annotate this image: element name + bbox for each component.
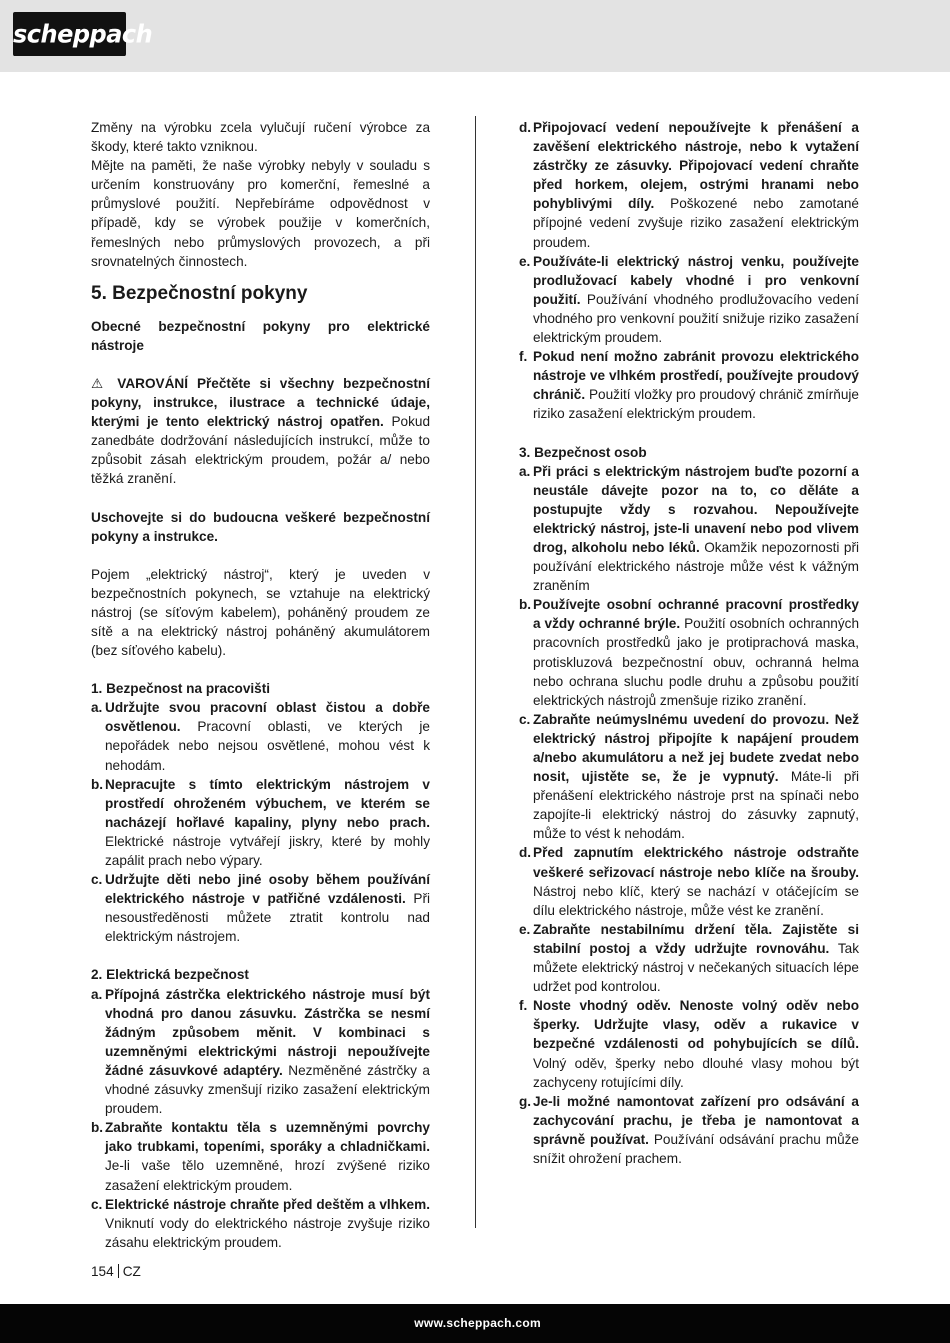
section-title: 5. Bezpečnostní pokyny bbox=[91, 282, 308, 304]
list-item-letter: a. bbox=[91, 700, 103, 716]
list-item-text bbox=[533, 252, 859, 347]
list-item bbox=[519, 843, 859, 919]
list-item-letter: d. bbox=[519, 120, 532, 135]
list-item-text bbox=[533, 996, 859, 1091]
list-item-text bbox=[533, 920, 859, 996]
warning-icon: ⚠ bbox=[91, 375, 109, 391]
subsection-title: 1. Bezpečnost na pracovišti bbox=[91, 681, 271, 697]
list-item bbox=[519, 252, 859, 347]
page-number-value: 154 bbox=[91, 1264, 114, 1279]
list-item-text bbox=[533, 1092, 859, 1168]
subsection-title: 2. Elektrická bezpečnost bbox=[91, 967, 249, 983]
list-item-text bbox=[105, 985, 430, 1119]
list-item-rest: Je-li vaše tělo uzemněné, hrozí zvýšené riziko zasažení elektrickým proudem. bbox=[105, 1158, 430, 1193]
list-item-rest: Používání odsávání prachu může snížit ohrožení prachem. bbox=[533, 1131, 859, 1166]
list-item bbox=[519, 595, 859, 710]
intro-paragraph: Mějte na paměti, že naše výrobky nebyly v souladu s určením konstruovány pro komerční, řemeslné a průmyslové použití. Nepřebíráme odpovědnost v případě, kdy se výrobek použije v komerčních, řemeslných nebo průmyslových provozech, a při srovnatelných činnostech. bbox=[91, 158, 430, 269]
list-item-text bbox=[533, 118, 859, 252]
list-item-letter: g. bbox=[519, 1093, 532, 1109]
list-item-rest: Volný oděv, šperky nebo dlouhé vlasy mohou být zachyceny rotujícími díly. bbox=[533, 1055, 859, 1090]
list-item-bold: Při práci s elektrickým nástrojem buďte pozorní a neustále dávejte pozor na to, co děláte a postupujte vždy s rozvahou. Nepoužívejte elektrický nástroj, jste-li unavení nebo pod vlivem drog, alkoholu nebo léků. bbox=[533, 463, 859, 555]
list-item-bold: Zabraňte kontaktu těla s uzemněnými povrchy jako trubkami, topeními, sporáky a chladničkami. bbox=[105, 1120, 430, 1155]
list-item-text bbox=[105, 1195, 430, 1252]
list-item-rest: Nástroj nebo klíč, který se nachází v otáčejícím se dílu elektrického nástroje, může vést ke zranění. bbox=[533, 883, 859, 918]
list-item-rest: Pracovní oblasti, ve kterých je nepořádek nebo nejsou osvětlené, mohou vést k nehodám. bbox=[105, 719, 430, 773]
list-item-rest: Máte-li při přenášení elektrického nástroje prst na spínači nebo zapojíte-li elektrický nástroj do zásuvky zapnutý, může to vést k nehodám. bbox=[533, 769, 860, 842]
list-item-letter: e. bbox=[519, 921, 531, 937]
list-item-letter: c. bbox=[519, 711, 531, 727]
right-column bbox=[519, 118, 859, 1168]
list-item bbox=[91, 698, 430, 774]
list-item-text bbox=[105, 870, 430, 946]
list-item-bold: Před zapnutím elektrického nástroje odstraňte veškeré seřizovací nástroje nebo klíče na šrouby. bbox=[533, 845, 859, 880]
list-item bbox=[519, 1092, 859, 1168]
list-item-letter: c. bbox=[91, 872, 103, 888]
list-item bbox=[519, 710, 859, 844]
list-item-bold: Noste vhodný oděv. Nenoste volný oděv nebo šperky. Udržujte vlasy, oděv a rukavice v bezpečné vzdálenosti od pohybujících se dílů. bbox=[533, 998, 859, 1052]
brand-logo: scheppach bbox=[13, 12, 126, 56]
list-item-bold: Zabraňte neúmyslnému uvedení do provozu. Než elektrický nástroj připojíte k napájení proudem a/nebo akumulátoru a než jej budete zvedat nebo nosit, ujistěte se, že je vypnutý. bbox=[533, 711, 859, 785]
list-item bbox=[91, 1118, 430, 1194]
list-item-rest: Tak můžete elektrický nástroj v nečekaných situacích lépe udržet pod kontrolou. bbox=[533, 940, 860, 995]
warning-bold: VAROVÁNÍ Přečtěte si všechny bezpečnostní pokyny, instrukce, ilustrace a technické údaje, kterými je tento elektrický nástroj opatřen. bbox=[91, 375, 431, 430]
list-item bbox=[519, 920, 859, 996]
list-item-letter: b. bbox=[91, 776, 104, 792]
list-item-bold: Je-li možné namontovat zařízení pro odsávání a zachycování prachu, je třeba je namontovat a správně používat. bbox=[533, 1093, 859, 1147]
list-item-text bbox=[105, 1118, 430, 1194]
left-column bbox=[91, 118, 430, 1252]
list-item-bold: Připojovací vedení nepoužívejte k přenášení a zavěšení elektrického nástroje, nebo k vytažení zástrčky ze zásuvky. Připojovací vedení chraňte před horkem, olejem, ostrými hranami nebo pohyblivými díly. bbox=[533, 120, 859, 212]
list-item-letter: d. bbox=[519, 845, 532, 861]
list-item-rest: Použití osobních ochranných pracovních prostředků jako je protiprachová maska, protiskluzová bezpečnostní obuv, ochranná helma nebo ochrana sluchu podle druhu a způsobu použití elektrických nástrojů zmenšuje riziko zranění. bbox=[533, 616, 859, 708]
list-item-rest: Elektrické nástroje vytvářejí jiskry, které by mohly zapálit prach nebo výpary. bbox=[105, 833, 430, 868]
list-item-bold: Elektrické nástroje chraňte před deštěm a vlhkem. bbox=[105, 1196, 430, 1212]
list-item-text bbox=[533, 462, 859, 596]
list-item-bold: Zabraňte nestabilnímu držení těla. Zajistěte si stabilní postoj a vždy udržujte rovnováhu. bbox=[533, 921, 859, 956]
list-item-bold: Udržujte děti nebo jiné osoby během používání elektrického nástroje v patřičné vzdálenosti. bbox=[105, 872, 430, 907]
list-item bbox=[519, 347, 859, 423]
list-item-letter: e. bbox=[519, 253, 531, 269]
list-item-bold: Používáte-li elektrický nástroj venku, používejte prodlužovací kabely vhodné i pro venkovní použití. bbox=[533, 253, 859, 307]
column-divider bbox=[475, 116, 476, 1228]
list-item bbox=[91, 985, 430, 1119]
list-item bbox=[519, 996, 859, 1091]
list-item-bold: Udržujte svou pracovní oblast čistou a dobře osvětlenou. bbox=[105, 700, 430, 735]
keep-instructions: Uschovejte si do budoucna veškeré bezpečnostní pokyny a instrukce. bbox=[91, 509, 430, 544]
list-item-rest: Používání vhodného prodlužovacího vedení vhodného pro venkovní použití snižuje riziko zasažení elektrickým proudem. bbox=[533, 291, 859, 346]
list-item-rest: Okamžik nepozornosti při používání elektrického nástroje může vést k vážným zraněním bbox=[533, 539, 859, 594]
list-item-bold: Používejte osobní ochranné pracovní prostředky a vždy ochranné brýle. bbox=[533, 597, 859, 632]
warning-text: Pokud zanedbáte dodržování následujících instrukcí, může to způsobit zásah elektrickým proudem, požár a/ nebo těžká zranění. bbox=[91, 414, 431, 487]
warning-paragraph bbox=[91, 374, 430, 489]
list-item-letter: b. bbox=[91, 1120, 104, 1136]
list-item-letter: b. bbox=[519, 597, 532, 613]
list-item-bold: Pokud není možno zabránit provozu elektrického nástroje ve vlhkém prostředí, používejte proudový chránič. bbox=[533, 349, 859, 403]
website-link[interactable]: www.scheppach.com bbox=[414, 1316, 541, 1330]
list-item-rest: Při nesoustředěnosti můžete ztratit kontrolu nad elektrickým nástrojem. bbox=[105, 891, 431, 945]
list-item-text bbox=[533, 710, 859, 844]
list-item bbox=[519, 462, 859, 596]
intro-paragraph: Změny na výrobku zcela vylučují ručení výrobce za škody, které takto vzniknou. bbox=[91, 120, 430, 155]
list-item bbox=[91, 775, 430, 870]
term-paragraph: Pojem „elektrický nástroj“, který je uveden v bezpečnostních pokynech, se vztahuje na elektrický nástroj (se síťovým kabelem), poháněný proudem ze sítě a na elektrický nástroj poháněný akumulátorem (bez síťového kabelu). bbox=[91, 566, 430, 659]
list-item-text bbox=[533, 347, 859, 423]
list-item-text bbox=[105, 775, 430, 870]
list-item-text bbox=[105, 698, 430, 774]
general-safety-title: Obecné bezpečnostní pokyny pro elektrické nástroje bbox=[91, 318, 430, 353]
list-item-text bbox=[533, 843, 859, 919]
list-item-rest: Vniknutí vody do elektrického nástroje zvyšuje riziko zásahu elektrickým proudem. bbox=[105, 1215, 430, 1250]
list-item bbox=[519, 118, 859, 252]
list-item bbox=[91, 1195, 430, 1252]
list-item-bold: Nepracujte s tímto elektrickým nástrojem v prostředí ohroženém výbuchem, ve kterém se nacházejí hořlavé kapaliny, plyny nebo prach. bbox=[105, 776, 430, 830]
list-item-bold: Přípojná zástrčka elektrického nástroje musí být vhodná pro danou zásuvku. Zástrčka se nesmí žádným způsobem měnit. V kombinaci s uzemněnými elektrickými nástroji nepoužívejte žádné zásuvkové adaptéry. bbox=[105, 986, 430, 1078]
list-item-letter: a. bbox=[91, 986, 103, 1002]
header-bar bbox=[0, 0, 950, 72]
list-item-letter: f. bbox=[519, 998, 528, 1014]
footer-bar bbox=[0, 1304, 950, 1343]
list-item-rest: Poškozené nebo zamotané přípojné vedení zvyšuje riziko zasažení elektrickým proudem. bbox=[533, 196, 859, 250]
list-item-letter: a. bbox=[519, 463, 531, 479]
language-code: CZ bbox=[122, 1264, 141, 1279]
list-item-text bbox=[533, 595, 859, 710]
list-item-rest: Nezměněné zástrčky a vhodné zásuvky zmenšují riziko zasažení elektrickým proudem. bbox=[105, 1062, 430, 1117]
page-number bbox=[91, 1264, 141, 1279]
list-item bbox=[91, 870, 430, 946]
subsection-title: 3. Bezpečnost osob bbox=[519, 444, 647, 460]
list-item-rest: Použití vložky pro proudový chránič zmírňuje riziko zasažení elektrickým proudem. bbox=[533, 387, 859, 422]
list-item-letter: f. bbox=[519, 349, 528, 365]
list-item-letter: c. bbox=[91, 1196, 103, 1212]
